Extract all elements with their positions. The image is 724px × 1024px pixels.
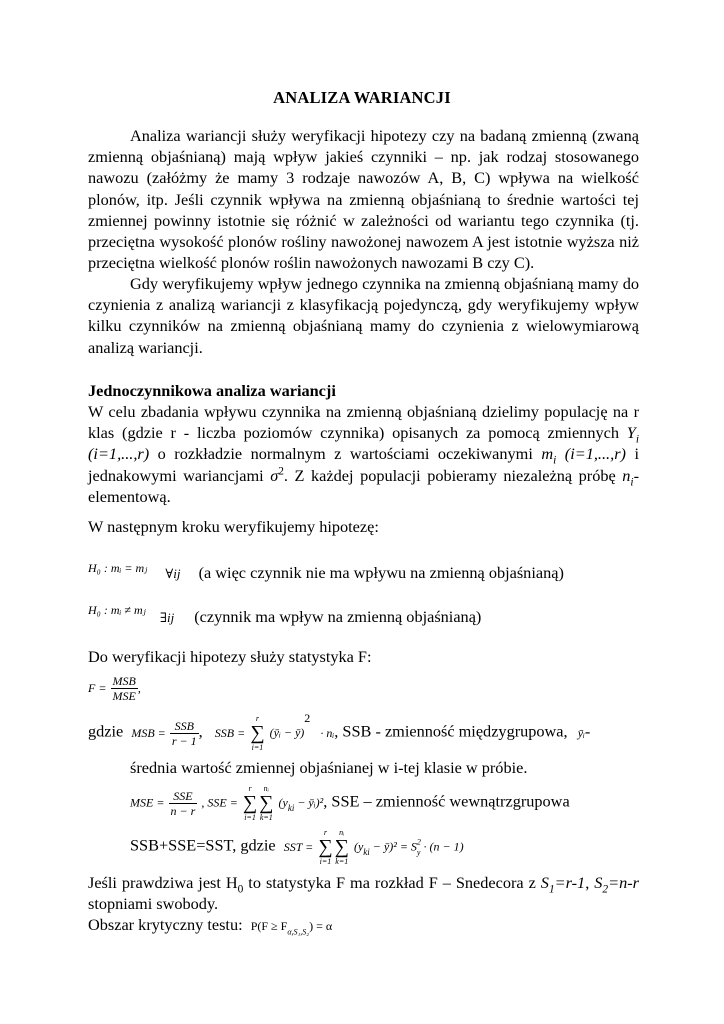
sst-sum-outer-bottom: i=1: [319, 857, 332, 866]
ybar-i: ȳᵢ: [577, 725, 585, 740]
msb-ssb-line: gdzie MSB = $\frac{\text{SSB}}{r - 1}$ , SSB = r ∑ i=1 (ȳᵢ − ȳ)$^2$ · nᵢ, SSB - zmienność międzygrupowa, ȳᵢ-: [88, 711, 591, 752]
ssb-tail: · nᵢ: [320, 725, 335, 740]
math-S1: S: [540, 873, 549, 892]
h0-quantifier: ∀ij: [165, 566, 181, 581]
math-Y-sub: i: [635, 433, 639, 446]
sst-lhs: SST =: [283, 839, 314, 854]
sst-body: (y: [353, 839, 364, 854]
sum-sign-icon: ∑: [259, 792, 274, 814]
sse-sub: ki: [287, 802, 295, 813]
math-n: n: [622, 465, 631, 485]
math-m-sub: i: [553, 454, 557, 467]
math-S1-sub: 1: [548, 883, 555, 896]
mse-denominator: n − r: [170, 803, 196, 818]
text-run: o rozkładzie normalnym z wartościami oczekiwanymi: [149, 444, 542, 464]
sum-sign-icon: ∑: [318, 836, 333, 858]
ssb-body: (ȳᵢ − ȳ): [269, 725, 305, 740]
sst-S-sub: y: [416, 847, 421, 857]
sst-sum-inner: [335, 828, 349, 866]
mse-numerator: SSE: [169, 789, 198, 804]
sst-sub: ki: [363, 846, 370, 857]
ssb-exponent: 2: [304, 711, 311, 726]
math-S2: S: [594, 873, 603, 892]
math-n-sub: i: [630, 475, 634, 488]
sst-tail: · (n − 1): [420, 839, 464, 854]
critical-region-label: Obszar krytyczny testu:: [88, 915, 243, 934]
sse-lhs: , SSE =: [201, 795, 238, 810]
sse-sum-inner: [259, 784, 273, 822]
sse-body-2: − ȳᵢ)²: [294, 795, 324, 810]
hypothesis-h1: [88, 598, 482, 626]
sse-body: (y: [278, 795, 288, 810]
sum-sign-icon: ∑: [242, 792, 258, 814]
msb-lhs: MSB =: [131, 725, 166, 740]
mse-sse-line: [130, 784, 570, 822]
math-sigma: σ: [270, 465, 279, 485]
hypothesis-h0: [88, 556, 564, 582]
ssb-sum-bottom: i=1: [251, 743, 264, 752]
f-formula: F = $\frac{\text{MSB}}{\text{MSE}}$ ,: [88, 674, 141, 703]
f-fraction: [111, 674, 138, 703]
section-paragraph-1: [88, 401, 639, 507]
text-run: ,: [585, 873, 590, 892]
text-run: Jeśli prawdziwa jest H: [88, 873, 238, 892]
ssb-sum-top: r: [255, 714, 259, 723]
ssb-lhs: SSB =: [214, 725, 246, 740]
sse-sum-outer-bottom: i=1: [244, 813, 256, 822]
sse-sum-inner-top: nᵢ: [263, 784, 269, 793]
sst-text: SSB+SSE=SST, gdzie: [130, 835, 276, 855]
text-run: -elementową.: [88, 465, 639, 506]
sst-line: [130, 828, 464, 866]
page-title: ANALIZA WARIANCJI: [273, 88, 451, 107]
text-run: i jednakowymi wariancjami: [88, 444, 639, 485]
sse-sum-outer: [243, 784, 257, 822]
f-denominator: MSE: [112, 689, 136, 703]
critical-region-end: ) = α: [309, 919, 333, 933]
msb-denominator: r − 1: [171, 733, 197, 748]
h1-description: (czynnik ma wpływ na zmienną objaśnianą): [194, 607, 482, 626]
sst-sum-outer: [318, 828, 332, 866]
mse-fraction: [169, 789, 198, 818]
math-range-1: (i=1,...,r): [88, 444, 150, 464]
conclusion-paragraph: [88, 872, 639, 914]
msb-numerator: SSB: [170, 719, 199, 734]
math-S2-value: =n-r: [608, 873, 639, 892]
critical-region-sub: α,S₁,S₂: [287, 927, 310, 937]
h0-subscript: 0: [237, 883, 244, 896]
statistic-intro: Do weryfikacji hipotezy służy statystyka F:: [88, 647, 372, 666]
sse-sum-outer-top: r: [248, 784, 252, 793]
sum-sign-icon: ∑: [334, 836, 349, 858]
sst-body-2: − ȳ)² = S: [369, 839, 417, 854]
critical-region-formula: P(F ≥ F: [250, 919, 288, 933]
intro-paragraph-2: Gdy weryfikujemy wpływ jednego czynnika na zmienną objaśnianą mamy do czynienia z analizą wariancji z klasyfikacją pojedynczą, gdy weryfikujemy wpływ kilku czynników na zmienną objaśnianą mamy do czynienia z wielowymiarową analizą wariancji.: [88, 274, 639, 357]
math-range-2: (i=1,...,r): [556, 444, 626, 464]
ssb-description: , SSB - zmienność międzygrupowa,: [334, 721, 568, 741]
sst-sum-inner-bottom: k=1: [335, 857, 349, 866]
sst-sum-outer-top: r: [323, 828, 328, 837]
sse-sum-inner-bottom: k=1: [259, 813, 273, 822]
math-S2-sub: 2: [602, 883, 609, 896]
h0-formula: H₀ : mᵢ = mⱼ: [88, 561, 148, 575]
text-run: stopniami swobody.: [88, 894, 219, 914]
ybar-dash: -: [584, 721, 591, 741]
math-m: m: [541, 444, 554, 464]
math-S1-value: =r-1: [554, 873, 586, 892]
text-run: W celu zbadania wpływu czynnika na zmienną objaśnianą dzielimy populację na r klas (gdzie r - liczba poziomów czynnika) opisanych za pomocą zmiennych: [88, 402, 639, 443]
f-lhs: F =: [88, 681, 107, 696]
text-run: . Z każdej populacji pobieramy niezależną próbę: [283, 465, 623, 485]
ssb-sum: [250, 714, 264, 752]
intro-paragraph-1: Analiza wariancji służy weryfikacji hipotezy czy na badaną zmienną (zwaną zmienną objaśnianą) mają wpływ jakieś czynniki – np. jak rodzaj stosowanego nawozu (załóżmy że mamy 3 rodzaje nawozów A, B, C) wpływa na wielkość plonów, itp. Jeśli czynnik wpływa na zmienną objaśnianą to średnie wartości tej zmiennej powinny istotnie się różnić w zależności od wariantu tego czynnika (tj. przeciętna wysokość plonów rośliny nawożonej nawozem A jest istotnie wyższa niż przeciętna wielkość plonów roślin nawożonych nawozami B czy C).: [88, 126, 639, 273]
section-heading: Jednoczynnikowa analiza wariancji: [88, 381, 336, 400]
sst-sum-inner-top: nᵢ: [339, 828, 345, 837]
gdzie-label: gdzie: [88, 721, 124, 741]
math-Y: Y: [626, 423, 636, 443]
ybar-description: średnia wartość zmiennej objaśnianej w i-tej klasie w próbie.: [130, 758, 528, 777]
critical-region-line: [88, 914, 332, 937]
section-paragraph-2: W następnym kroku weryfikujemy hipotezę:: [88, 517, 379, 536]
h1-formula: H₀ : mᵢ ≠ mⱼ: [88, 603, 146, 617]
text-run: to statystyka F ma rozkład F – Snedecora z: [243, 873, 541, 892]
msb-fraction: [170, 719, 199, 748]
mse-lhs: MSE =: [130, 795, 165, 810]
h1-quantifier: ∃ij: [159, 610, 175, 625]
sse-description: , SSE – zmienność wewnątrzgrupowa: [323, 791, 570, 811]
f-numerator: MSB: [112, 674, 136, 688]
sst-S-sup: 2: [416, 837, 421, 847]
math-sigma-sup: 2: [278, 465, 284, 478]
sum-sign-icon: ∑: [250, 722, 265, 744]
h0-description: (a więc czynnik nie ma wpływu na zmienną objaśnianą): [198, 563, 564, 582]
